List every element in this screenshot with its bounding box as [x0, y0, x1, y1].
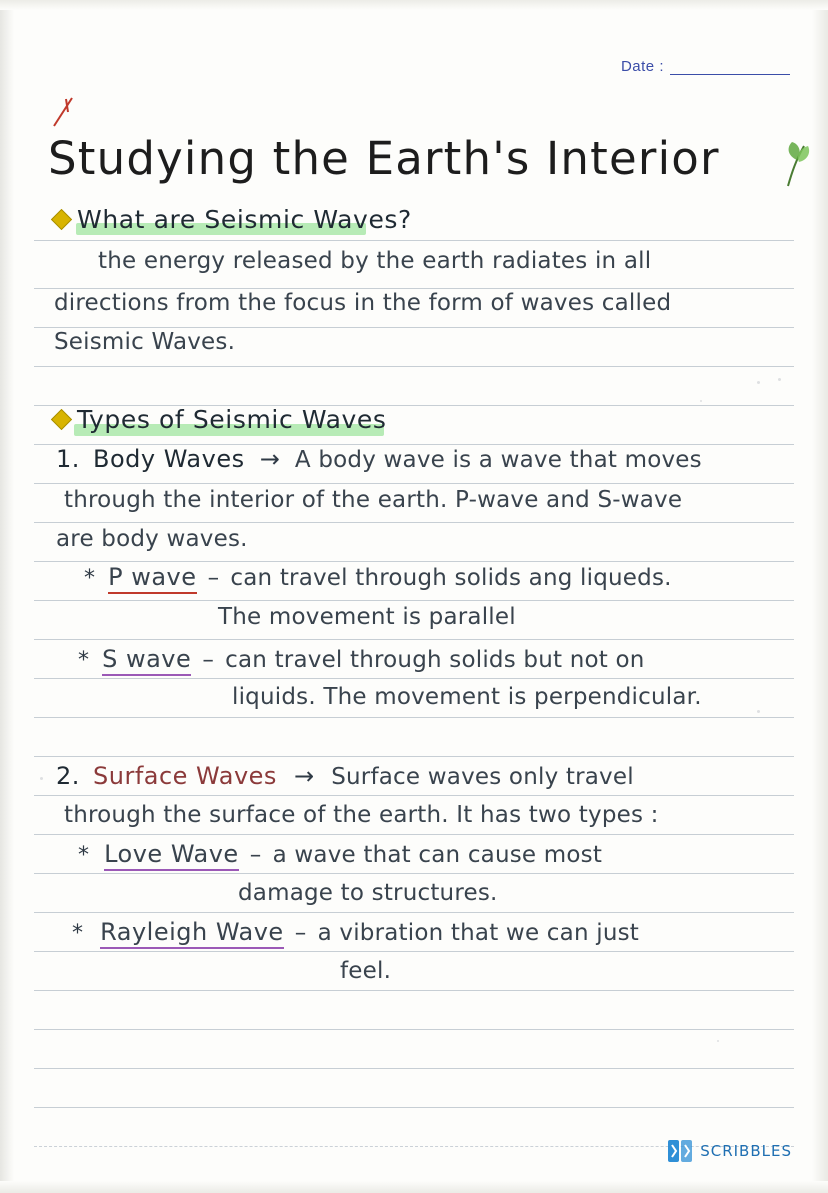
ruled-line: [34, 366, 794, 367]
subitem-s-wave: [78, 645, 645, 673]
ruled-line: [34, 912, 794, 913]
paper-speck: [757, 710, 760, 713]
subitem-p-wave-line-1: can travel through solids ang liqueds.: [230, 565, 672, 591]
subitem-s-wave-term: S wave: [102, 645, 191, 676]
subitem-bullet-icon: *: [72, 921, 83, 946]
ruled-line: [34, 717, 794, 718]
item-2-term: Surface Waves: [93, 762, 277, 790]
ruled-line: [34, 522, 794, 523]
paper-speck: [778, 378, 781, 381]
item-1-term: Body Waves: [93, 445, 245, 473]
ruled-line: [34, 795, 794, 796]
item-2-number: 2.: [56, 762, 80, 790]
item-1-number: 1.: [56, 445, 80, 473]
subitem-rayleigh-wave-line-2: feel.: [340, 958, 392, 984]
diamond-bullet-icon: [51, 209, 72, 230]
item-1-heading: [56, 445, 702, 473]
section-heading-1-text: What are Seismic Waves?: [77, 205, 412, 234]
ruled-line: [34, 756, 794, 757]
ruled-line: [34, 240, 794, 241]
page-edge-right: [812, 0, 828, 1193]
ruled-line: [34, 288, 794, 289]
subitem-love-wave-dash: –: [249, 842, 262, 868]
subitem-love-wave-line-1: a wave that can cause most: [272, 842, 603, 868]
subitem-love-wave-line-2: damage to structures.: [238, 880, 498, 906]
ruled-line: [34, 327, 794, 328]
ruled-line: [34, 639, 794, 640]
subitem-p-wave-term: P wave: [108, 563, 196, 594]
subitem-rayleigh-wave-line-1: a vibration that we can just: [317, 920, 640, 946]
subitem-p-wave: [84, 563, 672, 591]
ruled-line: [34, 561, 794, 562]
item-2-def-line-2: through the surface of the earth. It has two types :: [64, 802, 659, 828]
brand-logo: [666, 1137, 792, 1165]
subitem-bullet-icon: *: [78, 843, 89, 868]
item-1-arrow: →: [259, 445, 280, 473]
subitem-rayleigh-wave-dash: –: [294, 920, 307, 946]
section-1-line-3: Seismic Waves.: [54, 329, 236, 355]
ruled-line: [34, 834, 794, 835]
paper-speck: [757, 381, 760, 384]
ruled-line: [34, 951, 794, 952]
scribbles-mark-icon: [666, 1137, 694, 1165]
subitem-rayleigh-wave-term: Rayleigh Wave: [100, 918, 284, 949]
item-2-heading: [56, 762, 634, 790]
item-2-def-line-1: Surface waves only travel: [331, 764, 634, 790]
paper-speck: [717, 1040, 719, 1042]
paper-speck: [40, 777, 43, 780]
section-heading-1: [54, 205, 412, 234]
subitem-bullet-icon: *: [78, 648, 89, 673]
subitem-rayleigh-wave: [72, 918, 639, 946]
paper-speck: [700, 400, 702, 402]
subitem-s-wave-line-2: liquids. The movement is perpendicular.: [232, 684, 702, 710]
subitem-s-wave-dash: –: [202, 647, 215, 673]
ruled-line: [34, 873, 794, 874]
ruled-line: [34, 1107, 794, 1108]
subitem-bullet-icon: *: [84, 566, 95, 591]
diamond-bullet-icon: [51, 409, 72, 430]
date-label: Date :: [620, 58, 664, 75]
subitem-p-wave-line-2: The movement is parallel: [218, 604, 516, 630]
page-title: Studying the Earth's Interior: [48, 132, 720, 185]
subitem-love-wave-term: Love Wave: [104, 840, 239, 871]
tick-doodle: [52, 96, 78, 130]
page-edge-left: [0, 0, 14, 1193]
section-heading-2-text: Types of Seismic Waves: [77, 405, 387, 434]
subitem-p-wave-dash: –: [207, 565, 220, 591]
section-1-line-1: the energy released by the earth radiates in all: [98, 248, 652, 274]
leaf-icon: [778, 140, 812, 188]
date-field[interactable]: [621, 58, 790, 75]
ruled-line: [34, 600, 794, 601]
date-input-line[interactable]: [670, 60, 790, 75]
ruled-line: [34, 678, 794, 679]
item-2-arrow: →: [294, 762, 315, 790]
ruled-line: [34, 483, 794, 484]
section-1-line-2: directions from the focus in the form of waves called: [54, 290, 672, 316]
brand-name: SCRIBBLES: [700, 1142, 792, 1160]
ruled-line: [34, 1029, 794, 1030]
item-1-def-line-1: A body wave is a wave that moves: [294, 447, 702, 473]
subitem-love-wave: [78, 840, 602, 868]
section-heading-2: [54, 405, 387, 434]
ruled-line: [34, 990, 794, 991]
page-edge-bottom: [0, 1181, 828, 1193]
ruled-line: [34, 1068, 794, 1069]
item-1-def-line-3: are body waves.: [56, 526, 248, 552]
item-1-def-line-2: through the interior of the earth. P-wave and S-wave: [64, 487, 683, 513]
page-edge-top: [0, 0, 828, 10]
subitem-s-wave-line-1: can travel through solids but not on: [225, 647, 645, 673]
